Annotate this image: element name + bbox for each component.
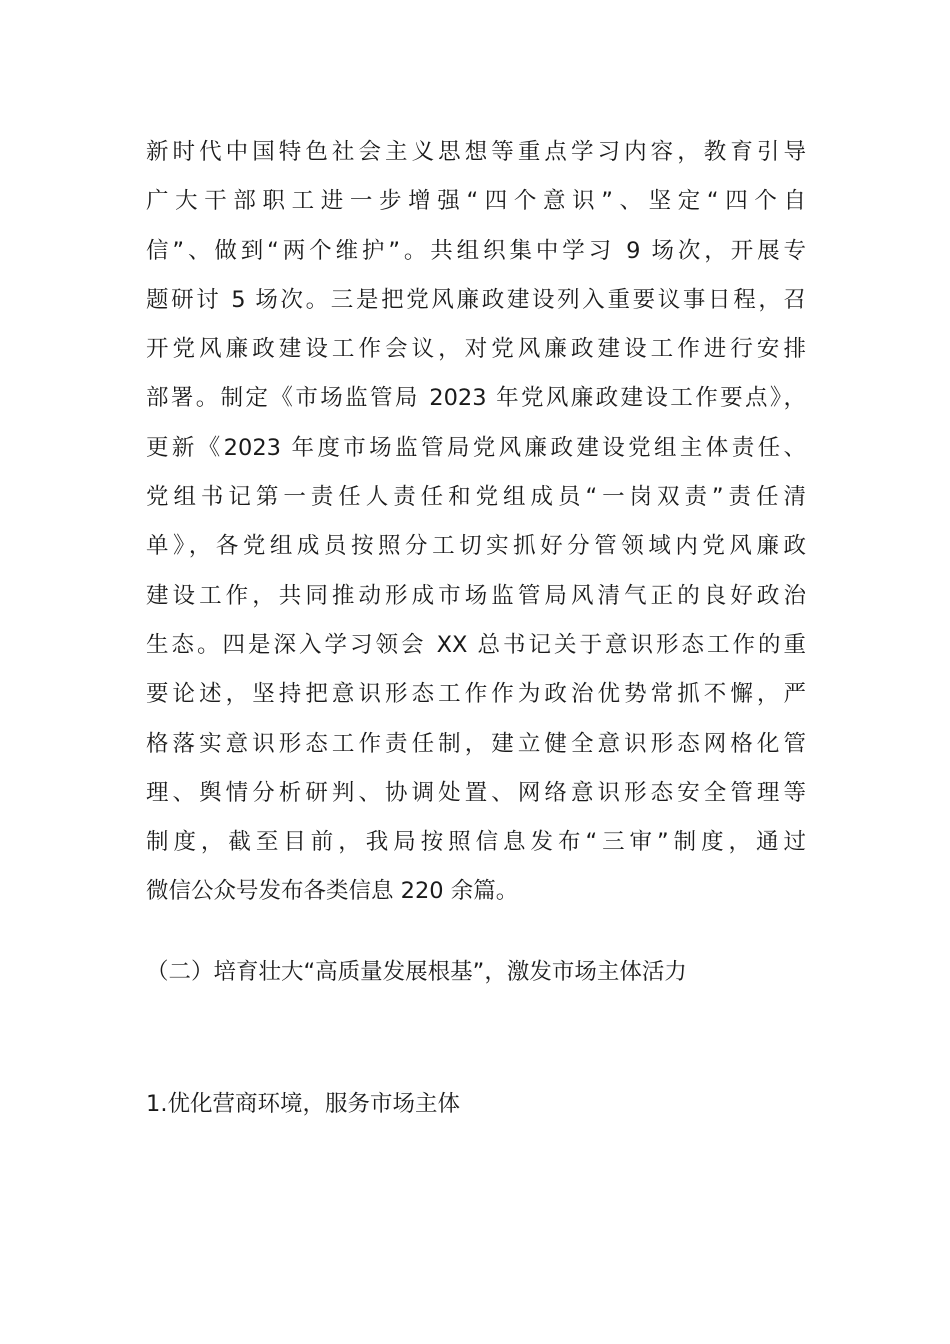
paragraph-line: 新时代中国特色社会主义思想等重点学习内容，教育引导 <box>146 139 806 165</box>
paragraph-line: 制度，截至目前，我局按照信息发布“三审”制度，通过 <box>146 829 806 856</box>
subsection-heading: 1.优化营商环境，服务市场主体 <box>146 1091 460 1117</box>
paragraph-line: 生态。四是深入学习领会 XX 总书记关于意识形态工作的重 <box>146 631 806 658</box>
paragraph-line: 题研讨 5 场次。三是把党风廉政建设列入重要议事日程，召 <box>146 286 806 313</box>
section-heading: （二）培育壮大“高质量发展根基”，激发市场主体活力 <box>146 959 687 985</box>
paragraph-line: 格落实意识形态工作责任制，建立健全意识形态网格化管 <box>146 730 806 757</box>
paragraph-line: 广大干部职工进一步增强“四个意识”、坚定“四个自 <box>146 188 806 215</box>
body-paragraph <box>146 128 806 917</box>
paragraph-line: 建设工作，共同推动形成市场监管局风清气正的良好政治 <box>146 582 806 609</box>
paragraph-line: 单》，各党组成员按照分工切实抓好分管领域内党风廉政 <box>146 533 806 560</box>
paragraph-line: 理、舆情分析研判、协调处置、网络意识形态安全管理等 <box>146 779 806 806</box>
paragraph-line: 信”、做到“两个维护”。共组织集中学习 9 场次，开展专 <box>146 237 806 264</box>
paragraph-line: 更新《2023 年度市场监管局党风廉政建设党组主体责任、 <box>146 434 806 461</box>
paragraph-line: 微信公众号发布各类信息 220 余篇。 <box>146 878 519 905</box>
paragraph-line: 要论述，坚持把意识形态工作作为政治优势常抓不懈，严 <box>146 681 806 708</box>
paragraph-line: 开党风廉政建设工作会议，对党风廉政建设工作进行安排 <box>146 336 806 363</box>
paragraph-line: 部署。制定《市场监管局 2023 年党风廉政建设工作要点》， <box>146 385 806 412</box>
paragraph-line: 党组书记第一责任人责任和党组成员“一岗双责”责任清 <box>146 484 806 511</box>
